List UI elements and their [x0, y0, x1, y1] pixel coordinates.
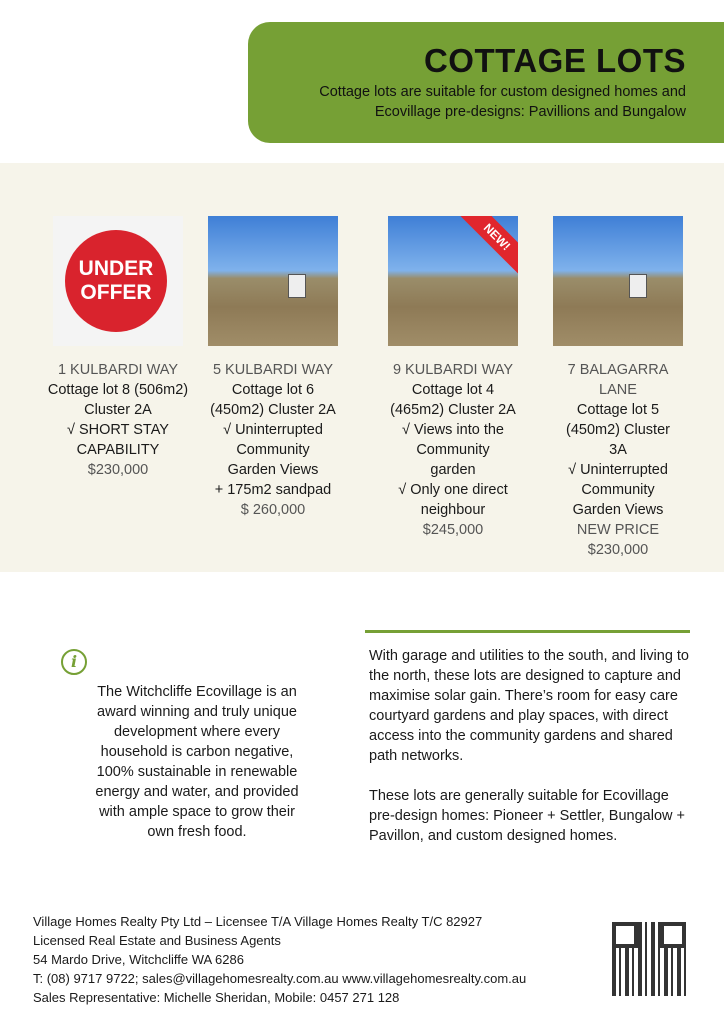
lot-detail: √ Only one direct — [398, 482, 508, 498]
lot-detail: Garden Views — [227, 462, 319, 478]
under-offer-sticker: UNDER OFFER — [65, 230, 167, 332]
lot-description — [369, 646, 689, 846]
lot-detail: Garden Views — [572, 502, 664, 518]
description-paragraph: These lots are generally suitable for Ecovillage pre-design homes: Pioneer + Settler, Bungalow + Pavillon, and custom designed homes. — [369, 788, 685, 844]
lot-address: 7 BALAGARRA LANE — [567, 362, 669, 398]
lot-detail: Cottage lot 6 — [231, 382, 315, 398]
page-title: COTTAGE LOTS — [423, 42, 686, 79]
lot-detail: CAPABILITY — [76, 442, 160, 458]
lot-detail: √ Uninterrupted — [568, 462, 668, 478]
lot-detail: Community — [581, 482, 655, 498]
lot-price: $245,000 — [422, 522, 484, 538]
subtitle-line: Ecovillage pre-designs: Pavillions and Bungalow — [374, 104, 686, 120]
lot-card — [38, 216, 198, 480]
lot-detail: + 175m2 sandpad — [214, 482, 332, 498]
lot-photo — [208, 216, 338, 346]
ecovillage-info: The Witchcliffe Ecovillage is an award winning and truly unique development where every household is carbon negative, 100% sustainable in renewable energy and water, and provided with ample space to grow their own fresh food. — [95, 684, 299, 840]
lot-detail: √ SHORT STAY — [67, 422, 169, 438]
lot-address: 1 KULBARDI WAY — [57, 362, 179, 378]
lot-photo — [553, 216, 683, 346]
lot-detail: (450m2) Cluster 2A — [210, 402, 336, 418]
lot-price: $230,000 — [587, 542, 649, 558]
lot-detail: neighbour — [420, 502, 486, 518]
lots-section — [0, 163, 724, 572]
lot-detail: Cottage lot 4 — [411, 382, 495, 398]
footer-line: Village Homes Realty Pty Ltd – Licensee T/A Village Homes Realty T/C 82927 — [33, 914, 483, 929]
footer-line: Licensed Real Estate and Business Agents — [33, 933, 281, 948]
lot-address: 9 KULBARDI WAY — [392, 362, 514, 378]
new-badge: NEW! — [457, 216, 518, 277]
lot-detail: (450m2) Cluster — [566, 422, 670, 438]
lot-address: 5 KULBARDI WAY — [212, 362, 334, 378]
lot-detail: Community — [236, 442, 310, 458]
lot-photo — [388, 216, 518, 346]
lot-detail: Cottage lot 8 (506m2) — [47, 382, 189, 398]
sign-icon — [288, 274, 306, 298]
footer-line: 54 Mardo Drive, Witchcliffe WA 6286 — [33, 952, 244, 967]
description-paragraph: With garage and utilities to the south, and living to the north, these lots are designed to capture and maximise solar gain. There’s room for easy care courtyard gardens and play spaces, with direct access into the community gardens and shared path networks. — [369, 648, 689, 764]
header-banner — [248, 22, 724, 143]
lot-detail: √ Views into the — [402, 422, 504, 438]
lot-price: $ 260,000 — [240, 502, 306, 518]
under-offer-image — [53, 216, 183, 346]
lot-card — [553, 216, 683, 560]
lot-detail: garden — [430, 462, 476, 478]
lot-detail: Cottage lot 5 — [576, 402, 660, 418]
footer-line: Sales Representative: Michelle Sheridan, Mobile: 0457 271 128 — [33, 990, 400, 1005]
lot-detail: (465m2) Cluster 2A — [390, 402, 516, 418]
sign-icon — [629, 274, 647, 298]
footer-line: T: (08) 9717 9722; sales@villagehomesrealty.com.au www.villagehomesrealty.com.au — [33, 971, 527, 986]
lot-detail: Cluster 2A — [84, 402, 152, 418]
lot-detail: √ Uninterrupted — [223, 422, 323, 438]
subtitle — [248, 82, 686, 122]
lot-card — [198, 216, 348, 520]
divider — [365, 630, 690, 633]
subtitle-line: Cottage lots are suitable for custom designed homes and — [319, 84, 686, 100]
footer-contact — [33, 912, 526, 1007]
price-note: NEW PRICE — [576, 522, 660, 538]
lot-price: $230,000 — [87, 462, 149, 478]
qr-code-icon[interactable] — [612, 922, 686, 996]
lot-detail: Community — [416, 442, 490, 458]
info-icon: i — [61, 649, 87, 675]
lot-detail: 3A — [609, 442, 627, 458]
lot-card — [375, 216, 531, 540]
